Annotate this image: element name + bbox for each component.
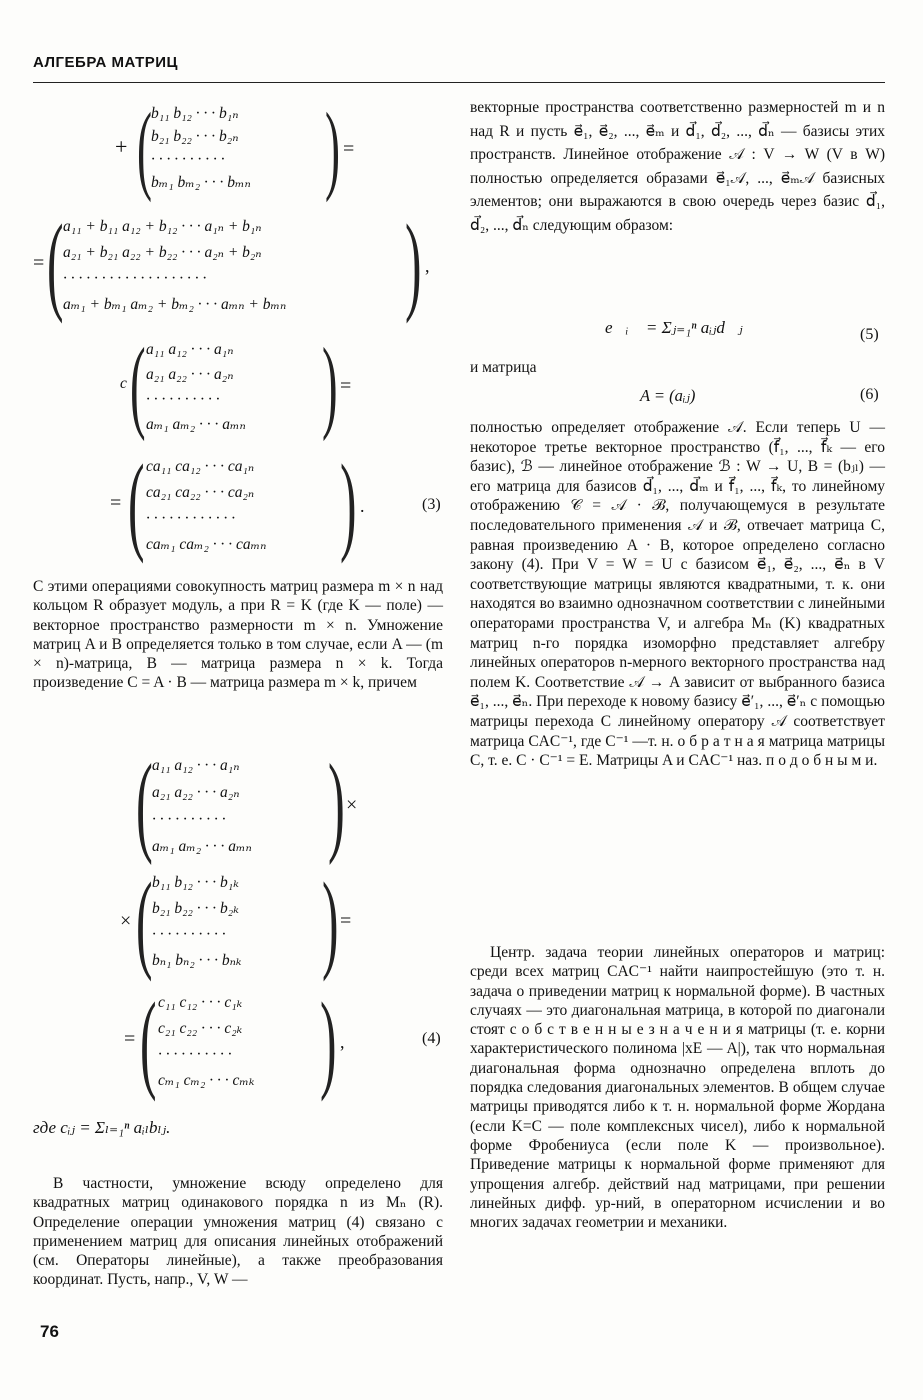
matrix-row: · · · · · · · · · ·	[152, 926, 226, 943]
paragraph: С этими операциями совокупность матриц размера m × n над кольцом R образует модуль, а при R = K (где K — поле) — векторное пространство размерности m × n. Умножение матриц A и B определяется только в том случае, если A — (m × n)-матрица, B — матрица размера n × k. Тогда произведение C = A · B — матрица размера m × k, причем	[33, 578, 443, 692]
matrix-row: caₘ₁ caₘ₂ · · · caₘₙ	[146, 536, 267, 553]
matrix-a2-block: ( a₁₁ a₁₂ · · · a₁ₙ a₂₁ a₂₂ · · · a₂ₙ · · · · · · · · · · aₘ₁ aₘ₂ · · · aₘₙ ) ×	[136, 742, 358, 866]
paragraph: Центр. задача теории линейных операторов и матриц: среди всех матриц CAC⁻¹ найти наипростейшую (это т. н. задача о приведении матриц к нормальной форме). В частных случаях — это диагональная матрица, в которой по диагонали стоят с о б с т в е н н ы е з н а ч е н и я матрицы (т. е. корни характеристического полинома |xE — A|), так что нормальная диагональная форма однозначно определена вплоть до порядка следования диагональных элементов. В общем случае матрицы приводятся либо к т. н. нормальной форме Жордана (если K=C — поле комплексных чисел), либо к нормальной форме Фробениуса (если поле K — произвольное). Приведение матрицы к нормальной форме применяют для упрощения алгебр. действий над матрицами, при решении линейных дифф. ур-ний, в операторном исчислении и во многих задачах геометрии и механики.	[470, 944, 885, 1232]
equation-number: (6)	[860, 386, 879, 403]
paragraph: полностью определяет отображение 𝒜. Если теперь U — некоторое третье векторное пространство (f⃗₁, ..., f⃗ₖ — его базис), ℬ — линейное отображение ℬ : W → U, B = (bⱼₗ) — его матрица для базисов d⃗₁, ..., d⃗ₘ и f⃗₁, ..., f⃗ₖ, то линейному отображению 𝒞 = 𝒜 · ℬ, получающемуся в результате последовательного применения 𝒜 и ℬ, отвечает матрица C, равная произведению A · B, которое определено согласно закону (4). При V = W = U с базисом e⃗₁, e⃗₂, ..., e⃗ₙ в V соответствующие матрицы являются квадратными, т. к. они находятся во взаимно однозначном соответствии с линейными операторами пространства V, и алгебра Mₙ (K) квадратных матриц n-го порядка изоморфно представляет алгебру линейных операторов n-мерного векторного пространства над полем K. Соответствие 𝒜 → A зависит от выбранного базиса e⃗₁, ..., e⃗ₙ. При переходе к новому базису e⃗′₁, ..., e⃗′ₙ с помощью матрицы перехода C линейному оператору 𝒜 соответствует матрица CAC⁻¹, где C⁻¹ —т. н. о б р а т н а я матрица матрицы C, т. е. C · C⁻¹ = E. Матрицы A и CAC⁻¹ наз. п о д о б н ы м и.	[470, 419, 885, 770]
matrix-row: a₂₁ a₂₂ · · · a₂ₙ	[146, 366, 234, 383]
matrix-row: ca₁₁ ca₁₂ · · · ca₁ₙ	[146, 458, 255, 475]
matrix-row: · · · · · · · · · · · · · · · · · · ·	[63, 270, 207, 287]
page-number: 76	[40, 1322, 59, 1341]
matrix-row: a₂₁ a₂₂ · · · a₂ₙ	[152, 784, 240, 801]
paragraph: векторные пространства соответственно размерностей m и n над R и пусть e⃗₁, e⃗₂, ..., e⃗ₘ и d⃗₁, d⃗₂, ..., d⃗ₙ — базисы этих пространств. Линейное отображение 𝒜 : V → W (V в W) полностью определяется образами e⃗₁𝒜, ..., e⃗ₘ𝒜 базисных элементов; они выражаются в свою очередь через базис d⃗₁, d⃗₂, ..., d⃗ₙ следующим образом:	[470, 99, 885, 234]
matrix-b-block: + ( b₁₁ b₁₂ · · · b₁ₙ b₂₁ b₂₂ · · · b₂ₙ · · · · · · · · · · bₘ₁ bₘ₂ · · · bₘₙ ) =	[115, 92, 355, 203]
matrix-row: c₁₁ c₁₂ · · · c₁ₖ	[158, 994, 243, 1011]
matrix-ca-left-block: c ( a₁₁ a₁₂ · · · a₁ₙ a₂₁ a₂₂ · · · a₂ₙ · · · · · · · · · · aₘ₁ aₘ₂ · · · aₘₙ ) =	[120, 327, 352, 442]
matrix-row: · · · · · · · · · ·	[152, 811, 226, 828]
matrix-row: · · · · · · · · · ·	[146, 391, 220, 408]
formula-eq6: A = (aᵢⱼ)	[640, 386, 696, 405]
matrix-row: cₘ₁ cₘ₂ · · · cₘₖ	[158, 1072, 255, 1089]
equation-number: (3)	[422, 496, 441, 513]
matrix-bk-block: × ( b₁₁ b₁₂ · · · b₁ₖ b₂₁ b₂₂ · · · b₂ₖ · · · · · · · · · · bₙ₁ bₙ₂ · · · bₙₖ ) =	[120, 860, 352, 982]
matrix-row: bₙ₁ bₙ₂ · · · bₙₖ	[152, 952, 242, 969]
text-and-matrix: и матрица	[470, 359, 537, 376]
paragraph: В частности, умножение всюду определено для квадратных матриц одинакового порядка n из Mₙ (R). Определение операции умножения матриц (4) связано с применением матриц для описания линейных отображений (см. Операторы линейные), а также преобразования координат. Пусть, напр., V, W —	[33, 1175, 443, 1289]
header-rule	[33, 82, 885, 83]
running-header: АЛГЕБРА МАТРИЦ	[33, 54, 179, 71]
matrix-row: aₘ₁ aₘ₂ · · · aₘₙ	[152, 838, 252, 855]
matrix-row: aₘ₁ + bₘ₁ aₘ₂ + bₘ₂ · · · aₘₙ + bₘₙ	[63, 296, 287, 313]
matrix-row: bₘ₁ bₘ₂ · · · bₘₙ	[151, 174, 251, 191]
matrix-row: · · · · · · · · · ·	[151, 151, 225, 168]
formula-eq5: e⃗ᵢ𝒜 = Σⱼ₌₁ⁿ aᵢⱼd⃗ⱼ	[605, 318, 743, 337]
matrix-row: · · · · · · · · · · · ·	[146, 510, 236, 527]
matrix-row: c₂₁ c₂₂ · · · c₂ₖ	[158, 1020, 243, 1037]
matrix-c-block: = ( c₁₁ c₁₂ · · · c₁ₖ c₂₁ c₂₂ · · · c₂ₖ · · · · · · · · · · cₘ₁ cₘ₂ · · · cₘₖ ) , (4)	[124, 980, 441, 1102]
matrix-row: a₁₁ + b₁₁ a₁₂ + b₁₂ · · · a₁ₙ + b₁ₙ	[63, 218, 262, 235]
matrix-row: b₂₁ b₂₂ · · · b₂ₙ	[151, 128, 239, 145]
equation-number: (4)	[422, 1030, 441, 1047]
matrix-row: a₂₁ + b₂₁ a₂₂ + b₂₂ · · · a₂ₙ + b₂ₙ	[63, 244, 262, 261]
matrix-row: a₁₁ a₁₂ · · · a₁ₙ	[152, 757, 240, 774]
matrix-row: b₂₁ b₂₂ · · · b₂ₖ	[152, 900, 239, 917]
matrix-row: aₘ₁ aₘ₂ · · · aₘₙ	[146, 416, 246, 433]
matrix-row: a₁₁ a₁₂ · · · a₁ₙ	[146, 341, 234, 358]
matrix-sum-block: = ( a₁₁ + b₁₁ a₁₂ + b₁₂ · · · a₁ₙ + b₁ₙ a₂₁ + b₂₁ a₂₂ + b₂₂ · · · a₂ₙ + b₂ₙ · · · · · · · · · · · · · · · · · · · aₘ₁ + bₘ₁ aₘ₂ + bₘ₂ · · · aₘₙ + bₘₙ ) ,	[33, 202, 430, 324]
matrix-row: b₁₁ b₁₂ · · · b₁ₙ	[151, 105, 239, 122]
matrix-ca-right-block: = ( ca₁₁ ca₁₂ · · · ca₁ₙ ca₂₁ ca₂₂ · · · ca₂ₙ · · · · · · · · · · · · caₘ₁ caₘ₂ · · · caₘₙ ) . (3)	[110, 442, 441, 564]
matrix-row: · · · · · · · · · ·	[158, 1046, 232, 1063]
formula-where: где cᵢⱼ = Σₗ₌₁ⁿ aᵢₗbₗⱼ.	[33, 1118, 171, 1137]
matrix-row: b₁₁ b₁₂ · · · b₁ₖ	[152, 874, 239, 891]
equation-number: (5)	[860, 326, 879, 343]
matrix-row: ca₂₁ ca₂₂ · · · ca₂ₙ	[146, 484, 255, 501]
